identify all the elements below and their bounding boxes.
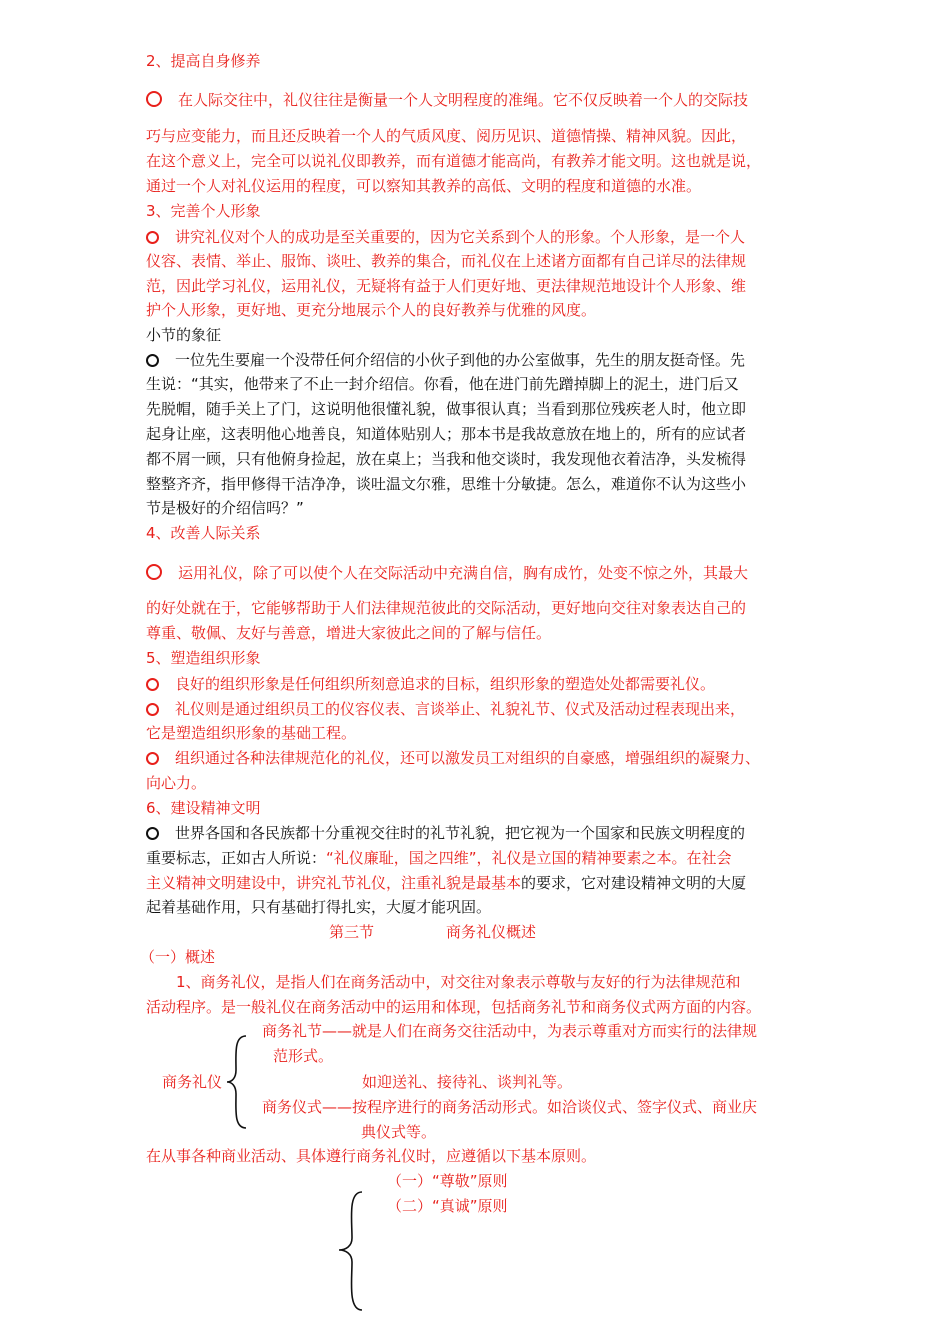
etiquette-item-a-cont: 范形式。 (273, 1047, 334, 1065)
principles-intro: 在从事各种商业活动、具体遵行商务礼仪时，应遵循以下基本原则。 (146, 1147, 597, 1165)
sec3-line-1: 讲究礼仪对个人的成功是至关重要的，因为它关系到个人的形象。个人形象，是一个人 (146, 227, 745, 247)
sec6-heading: 6、建设精神文明 (146, 799, 261, 817)
circle-bullet-icon (146, 827, 159, 840)
story-line-4: 起身让座，这表明他心地善良，知道体贴别人；那本书是我故意放在地上的，所有的应试者 (146, 425, 747, 443)
circle-bullet-icon (146, 564, 162, 580)
story-line-5: 都不屑一顾，只有他俯身捡起，放在桌上；当我和他交谈时，我发现他衣着洁净，头发梳得 (146, 450, 747, 468)
section-title: 商务礼仪概述 (446, 923, 537, 941)
circle-bullet-icon (146, 752, 159, 765)
sec6-line-4: 起着基础作用，只有基础打得扎实，大厦才能巩固。 (146, 898, 492, 916)
sec4-line-1: 运用礼仪，除了可以使个人在交际活动中充满自信，胸有成竹，处变不惊之外，其最大 (146, 563, 748, 583)
sec5-bullet-3: 组织通过各种法律规范化的礼仪，还可以激发员工对组织的自豪感，增强组织的凝聚力、 (146, 748, 760, 768)
sec3-line-4: 护个人形象，更好地、更充分地展示个人的良好教养与优雅的风度。 (146, 301, 597, 319)
sec4-line-2: 的好处就在于，它能够帮助于人们法律规范彼此的交际活动，更好地向交往对象表达自己的 (146, 599, 747, 617)
sec2-line-3: 在这个意义上，完全可以说礼仪即教养，而有道德才能高尚，有教养才能文明。这也就是说， (146, 152, 762, 170)
story-line-3: 先脱帽，随手关上了门，这说明他很懂礼貌，做事很认真；当看到那位残疾老人时，他立即 (146, 400, 747, 418)
sec5-bullet-1: 良好的组织形象是任何组织所刻意追求的目标，组织形象的塑造处处都需要礼仪。 (146, 674, 715, 694)
sec4-heading: 4、改善人际关系 (146, 524, 261, 542)
sec3-heading: 3、完善个人形象 (146, 202, 261, 220)
left-brace-icon (224, 1034, 250, 1130)
subsection-heading: （一）概述 (140, 948, 216, 966)
circle-bullet-icon (146, 703, 159, 716)
story-heading: 小节的象征 (146, 326, 222, 344)
sec3-line-2: 仪容、表情、举止、服饰、谈吐、教养的集合，而礼仪在上述诸方面都有自己详尽的法律规 (146, 252, 747, 270)
section-label: 第三节 (329, 923, 375, 941)
story-line-7: 节是极好的介绍信吗？” (146, 499, 304, 517)
sec2-heading: 2、提高自身修养 (146, 52, 261, 70)
sec2-line-4: 通过一个人对礼仪运用的程度，可以察知其教养的高低、文明的程度和道德的水准。 (146, 177, 702, 195)
sec6-line-2: 重要标志，正如古人所说：“礼仪廉耻，国之四维”，礼仪是立国的精神要素之本。在社会 (146, 849, 732, 867)
sec4-line-3: 尊重、敬佩、友好与善意，增进大家彼此之间的了解与信任。 (146, 624, 552, 642)
principle-2: （二）“真诚”原则 (387, 1197, 508, 1215)
sec5-bullet-2-cont: 它是塑造组织形象的基础工程。 (146, 724, 357, 742)
overview-line-1: 1、商务礼仪，是指人们在商务活动中，对交往对象表示尊敬与友好的行为法律规范和 (176, 973, 741, 991)
sec5-bullet-3-cont: 向心力。 (146, 774, 207, 792)
left-brace-icon (336, 1190, 366, 1312)
story-line-1: 一位先生要雇一个没带任何介绍信的小伙子到他的办公室做事，先生的朋友挺奇怪。先 (146, 350, 745, 370)
story-line-6: 整整齐齐，指甲修得干洁净净，谈吐温文尔雅，思维十分敏捷。怎么，难道你不认为这些小 (146, 475, 747, 493)
etiquette-item-a: 商务礼节——就是人们在商务交往活动中，为表示尊重对方而实行的法律规 (262, 1022, 758, 1040)
tree-root-label: 商务礼仪 (162, 1073, 223, 1091)
sec5-bullet-2: 礼仪则是通过组织员工的仪容仪表、言谈举止、礼貌礼节、仪式及活动过程表现出来， (146, 699, 745, 719)
sec2-line-1: 在人际交往中，礼仪往往是衡量一个人文明程度的准绳。它不仅反映着一个人的交际技 (146, 90, 748, 110)
sec3-line-3: 范，因此学习礼仪，运用礼仪，无疑将有益于人们更好地、更法律规范地设计个人形象、维 (146, 277, 747, 295)
sec6-line-3: 主义精神文明建设中，讲究礼节礼仪，注重礼貌是最基本的要求，它对建设精神文明的大厦 (146, 874, 747, 892)
principle-1: （一）“尊敬”原则 (387, 1172, 508, 1190)
sec5-heading: 5、塑造组织形象 (146, 649, 261, 667)
sec2-line-2: 巧与应变能力，而且还反映着一个人的气质风度、阅历见识、道德情操、精神风貌。因此， (146, 127, 747, 145)
circle-bullet-icon (146, 91, 162, 107)
circle-bullet-icon (146, 354, 159, 367)
circle-bullet-icon (146, 231, 159, 244)
ceremony-item: 商务仪式——按程序进行的商务活动形式。如洽谈仪式、签字仪式、商业庆 (262, 1098, 758, 1116)
story-line-2: 生说：“其实，他带来了不止一封介绍信。你看，他在进门前先蹭掉脚上的泥土，进门后又 (146, 375, 739, 393)
etiquette-example: 如迎送礼、接待礼、谈判礼等。 (362, 1073, 573, 1091)
ceremony-item-cont: 典仪式等。 (361, 1123, 437, 1141)
sec6-line-1: 世界各国和各民族都十分重视交往时的礼节礼貌，把它视为一个国家和民族文明程度的 (146, 823, 745, 843)
circle-bullet-icon (146, 678, 159, 691)
overview-line-2: 活动程序。是一般礼仪在商务活动中的运用和体现，包括商务礼节和商务仪式两方面的内容。 (146, 998, 762, 1016)
